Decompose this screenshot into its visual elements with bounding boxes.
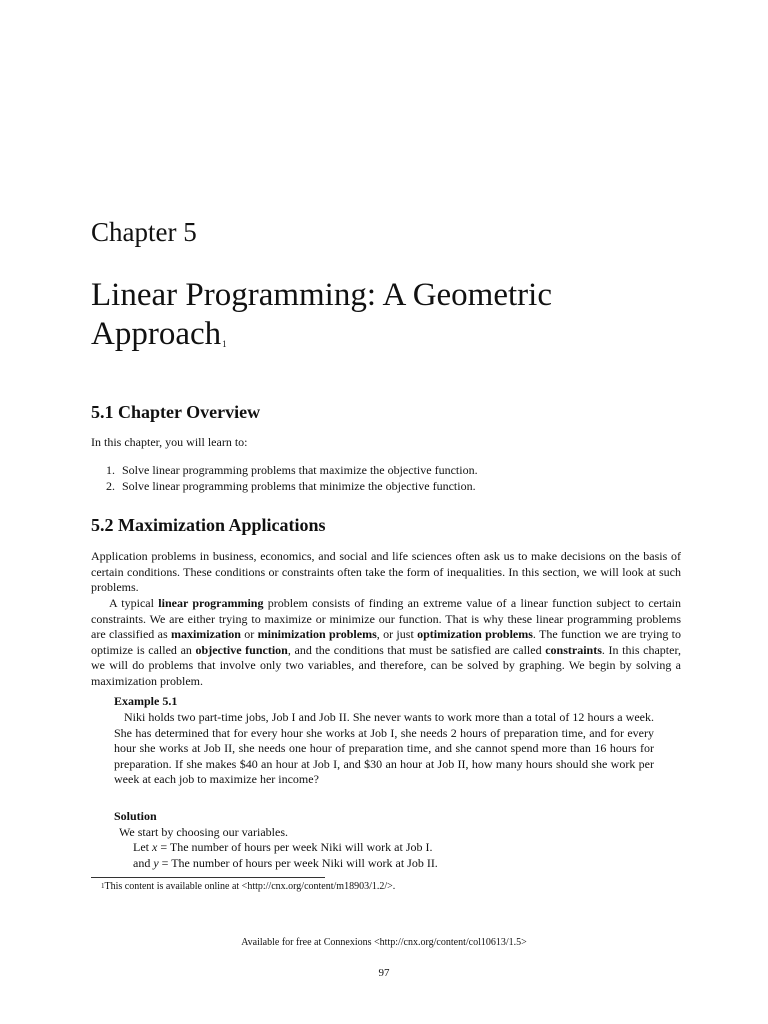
objective-item: 1. Solve linear programming problems that maximize the objective function. bbox=[106, 463, 478, 477]
term-optimization-problems: optimization problems bbox=[417, 627, 533, 642]
paragraph-linear-programming: A typical linear programming problem consists of finding an extreme value of a linear function subject to certain constraints. We are either trying to maximize or minimize our function. That is why these linear programming problems are classified as maximization or minimization problems, or just optimization problems. The function we are trying to optimize is called an objective function, and the conditions that must be satisfied are called constraints. In this chapter, we will do problems that involve only two variables, and therefore, can be solved by graphing. We begin by solving a maximization problem. bbox=[91, 596, 681, 688]
section-heading-overview: 5.1 Chapter Overview bbox=[91, 402, 261, 422]
chapter-title bbox=[91, 276, 691, 354]
example-heading: Example 5.1 bbox=[114, 694, 178, 708]
paragraph-applications: Application problems in business, economics, and social and life sciences often ask us to make decisions on the basis of certain conditions. These conditions or constraints often take the form of inequalities. In this section, we will look at such problems. bbox=[91, 549, 681, 595]
term-minimization-problems: minimization problems bbox=[257, 627, 377, 642]
footnote-mark: 1 bbox=[101, 882, 105, 890]
footnote-divider bbox=[91, 877, 325, 878]
chapter-title-line2: Approach bbox=[91, 316, 222, 352]
solution-heading: Solution bbox=[114, 809, 157, 823]
section-heading-maximization: 5.2 Maximization Applications bbox=[91, 515, 326, 535]
footnote bbox=[101, 880, 395, 893]
solution-variable-y: and y = The number of hours per week Niki will work at Job II. bbox=[133, 856, 438, 870]
page-number: 97 bbox=[378, 967, 390, 979]
term-linear-programming: linear programming bbox=[158, 596, 264, 610]
term-objective-function: objective function bbox=[195, 642, 288, 657]
chapter-label: Chapter 5 bbox=[91, 217, 197, 247]
objectives-list bbox=[106, 463, 478, 494]
example-body: Niki holds two part-time jobs, Job I and Job II. She never wants to work more than a total of 12 hours a week. She has determined that for every hour she works at Job I, she needs 2 hours of preparation time, and for every hour she works at Job II, she needs one hour of preparation time, and she cannot spend more than 16 hours for preparation. If she makes $40 an hour at Job I, and $30 an hour at Job II, how many hours should she work per week at each job to maximize her income? bbox=[114, 710, 654, 787]
term-maximization: maximization bbox=[170, 627, 241, 642]
objective-item: 2. Solve linear programming problems that minimize the objective function. bbox=[106, 478, 476, 493]
title-footnote-mark[interactable]: 1 bbox=[222, 339, 227, 349]
term-constraints: constraints bbox=[545, 642, 602, 657]
page-footer[interactable]: Available for free at Connexions <http://cnx.org/content/col10613/1.5> bbox=[241, 937, 527, 948]
chapter-title-line1: Linear Programming: A Geometric bbox=[91, 277, 552, 313]
overview-intro: In this chapter, you will learn to: bbox=[91, 435, 248, 449]
footnote-text[interactable]: This content is available online at <http://cnx.org/content/m18903/1.2/>. bbox=[104, 881, 396, 892]
solution-line: We start by choosing our variables. bbox=[119, 825, 288, 839]
solution-variable-x: Let x = The number of hours per week Niki will work at Job I. bbox=[133, 840, 433, 854]
